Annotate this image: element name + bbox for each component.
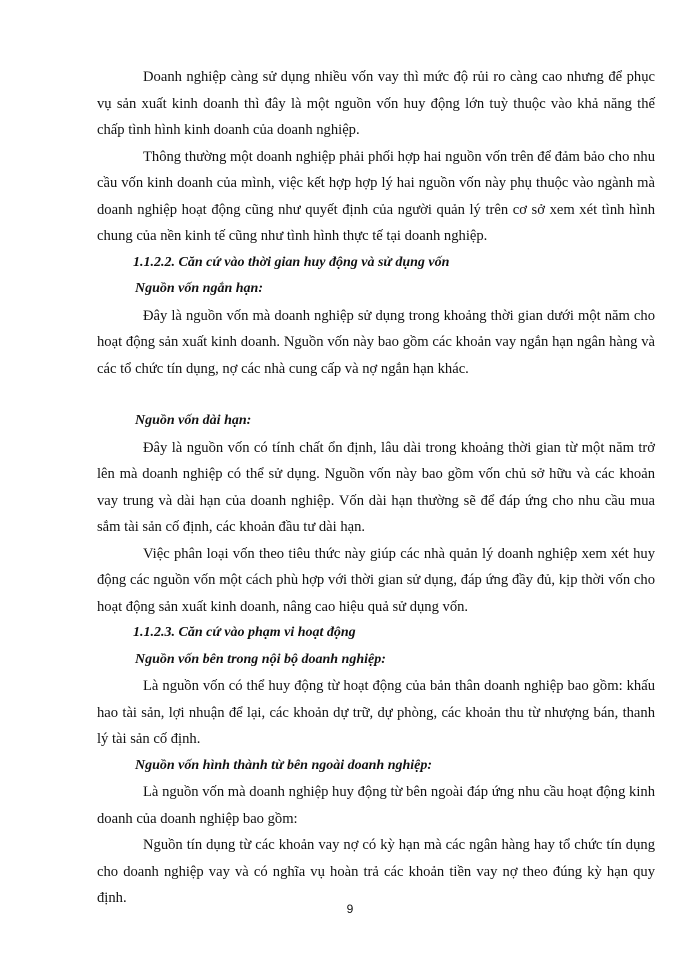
paragraph-long-term: Đây là nguồn vốn có tính chất ổn định, lâu dài trong khoảng thời gian từ một năm trở lên mà doanh nghiệp có thể sử dụng. Nguồn vốn này bao gồm vốn chủ sở hữu và các khoản vay trung và dài hạn của doanh nghiệp. Vốn dài hạn thường sẽ để đáp ứng cho nhu cầu mua sắm tài sản cố định, các khoản đầu tư dài hạn.	[97, 439, 655, 535]
heading-long-term: Nguồn vốn dài hạn:	[135, 413, 252, 428]
paragraph-external-sources: Là nguồn vốn mà doanh nghiệp huy động từ bên ngoài đáp ứng nhu cầu hoạt động kinh doanh của doanh nghiệp bao gồm:	[97, 784, 655, 827]
paragraph-combine-sources: Thông thường một doanh nghiệp phải phối hợp hai nguồn vốn trên để đảm bảo cho nhu cầu vốn kinh doanh của mình, việc kết hợp hợp lý hai nguồn vốn này phụ thuộc vào ngành mà doanh nghiệp hoạt động cũng như quyết định của người quản lý trên cơ sở xem xét tình hình chung của nền kinh tế cũng như tình hình thực tế tại doanh nghiệp.	[97, 148, 655, 244]
paragraph-short-term: Đây là nguồn vốn mà doanh nghiệp sử dụng trong khoảng thời gian dưới một năm cho hoạt động sản xuất kinh doanh. Nguồn vốn này bao gồm các khoản vay ngắn hạn ngân hàng và các tổ chức tín dụng, nợ các nhà cung cấp và nợ ngắn hạn khác.	[97, 307, 655, 377]
heading-short-term: Nguồn vốn ngắn hạn:	[135, 281, 263, 296]
paragraph-risk: Doanh nghiệp càng sử dụng nhiều vốn vay thì mức độ rủi ro càng cao nhưng để phục vụ sản xuất kinh doanh thì đây là một nguồn vốn huy động lớn tuỳ thuộc vào khả năng thế chấp tình hình kinh doanh của doanh nghiệp.	[97, 69, 655, 138]
heading-1-1-2-3: 1.1.2.3. Căn cứ vào phạm vi hoạt động	[133, 625, 356, 640]
heading-internal-sources: Nguồn vốn bên trong nội bộ doanh nghiệp:	[135, 651, 386, 667]
heading-1-1-2-2: 1.1.2.2. Căn cứ vào thời gian huy động và sử dụng vốn	[133, 254, 450, 270]
page-number: 9	[346, 902, 354, 916]
heading-external-sources: Nguồn vốn hình thành từ bên ngoài doanh nghiệp:	[135, 757, 433, 773]
paragraph-internal-sources: Là nguồn vốn có thể huy động từ hoạt động của bản thân doanh nghiệp bao gồm: khấu hao tài sản, lợi nhuận để lại, các khoản dự trữ, dự phòng, các khoản thu từ nhượng bán, thanh lý tài sản cố định.	[97, 678, 655, 747]
spacer	[97, 382, 655, 408]
document-page	[97, 64, 655, 912]
paragraph-credit-sources: Nguồn tín dụng từ các khoản vay nợ có kỳ hạn mà các ngân hàng hay tổ chức tín dụng cho doanh nghiệp vay và có nghĩa vụ hoàn trả các khoản tiền vay nợ theo đúng kỳ hạn quy định.	[97, 837, 655, 906]
paragraph-classification: Việc phân loại vốn theo tiêu thức này giúp các nhà quản lý doanh nghiệp xem xét huy động các nguồn vốn một cách phù hợp với thời gian sử dụng, đáp ứng đầy đủ, kịp thời vốn cho hoạt động sản xuất kinh doanh, nâng cao hiệu quả sử dụng vốn.	[97, 545, 655, 615]
